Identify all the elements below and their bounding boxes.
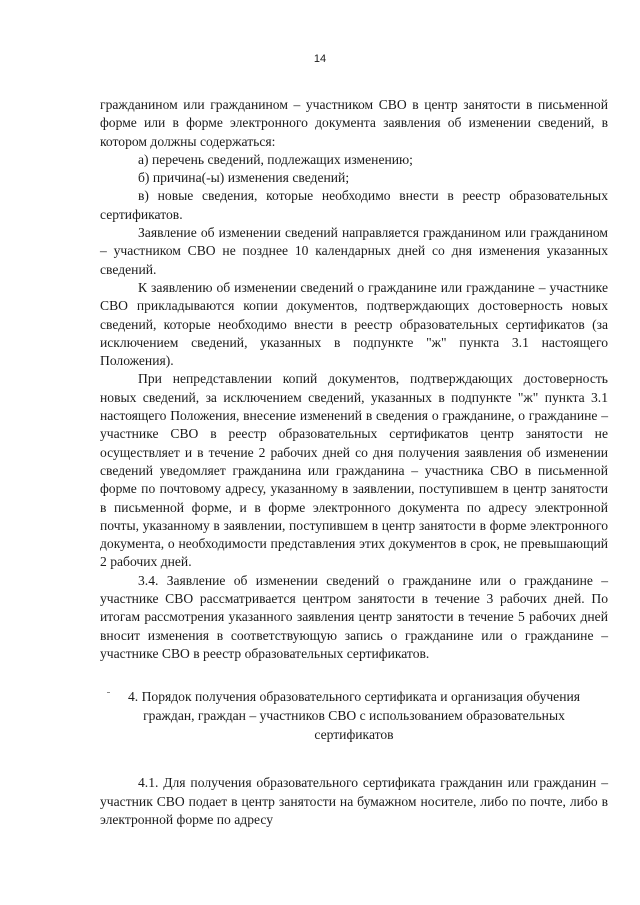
document-body xyxy=(100,96,608,829)
paragraph-attachments: К заявлению об изменении сведений о гражданине или гражданине – участнике СВО прикладываются копии документов, подтверждающих достоверность новых сведений, которые необходимо внести в реестр образовательных сертификатов (за исключением сведений, указанных в подпункте "ж" пункта 3.1 настоящего Положения). xyxy=(100,279,608,369)
paragraph-deadline: Заявление об изменении сведений направляется гражданином или гражданином – участником СВО не позднее 10 календарных дней со дня изменения указанных сведений. xyxy=(100,225,608,277)
list-item-b: б) причина(-ы) изменения сведений; xyxy=(138,170,350,186)
paragraph-continuation: гражданином или гражданином – участником СВО в центр занятости в письменной форме или в форме электронного документа заявления об изменении сведений, в котором должны содержаться: xyxy=(100,97,608,149)
page-number: 14 xyxy=(313,53,327,65)
section-heading: 4. Порядок получения образовательного сертификата и организация обучения граждан, граждан – участников СВО с использованием образовательных сертификатов xyxy=(128,689,580,743)
margin-mark xyxy=(107,692,110,693)
paragraph-non-submission: При непредставлении копий документов, подтверждающих достоверность новых сведений, за исключением сведений, указанных в подпункте "ж" пункта 3.1 настоящего Положения, внесение изменений в сведения о гражданине, о гражданине – участнике СВО в реестр образовательных сертификатов центр занятости не осуществляет и в течение 2 рабочих дней со дня получения заявления об изменении сведений уведомляет гражданина или гражданина – участника СВО в письменной форме по почтовому адресу, указанному в заявлении, поступившем в центр занятости в письменной форме, и в форме электронного документа по адресу электронной почты, указанному в заявлении, поступившем в центр занятости в форме электронного документа, о необходимости представления этих документов в срок, не превышающий 2 рабочих дней. xyxy=(100,371,608,570)
list-item-a: а) перечень сведений, подлежащих изменению; xyxy=(138,151,413,167)
list-item-c: в) новые сведения, которые необходимо внести в реестр образовательных сертификатов. xyxy=(100,188,608,222)
paragraph-3-4: 3.4. Заявление об изменении сведений о гражданине или о гражданине – участнике СВО рассматривается центром занятости в течение 3 рабочих дней. По итогам рассмотрения указанного заявления центр занятости в течение 5 рабочих дней вносит изменения в соответствующую запись о гражданине или о гражданине – участнике СВО в реестр образовательных сертификатов. xyxy=(100,572,608,661)
paragraph-4-1: 4.1. Для получения образовательного сертификата гражданин или гражданин – участник СВО подает в центр занятости на бумажном носителе, либо по почте, либо в электронной форме по адресу xyxy=(100,775,608,827)
